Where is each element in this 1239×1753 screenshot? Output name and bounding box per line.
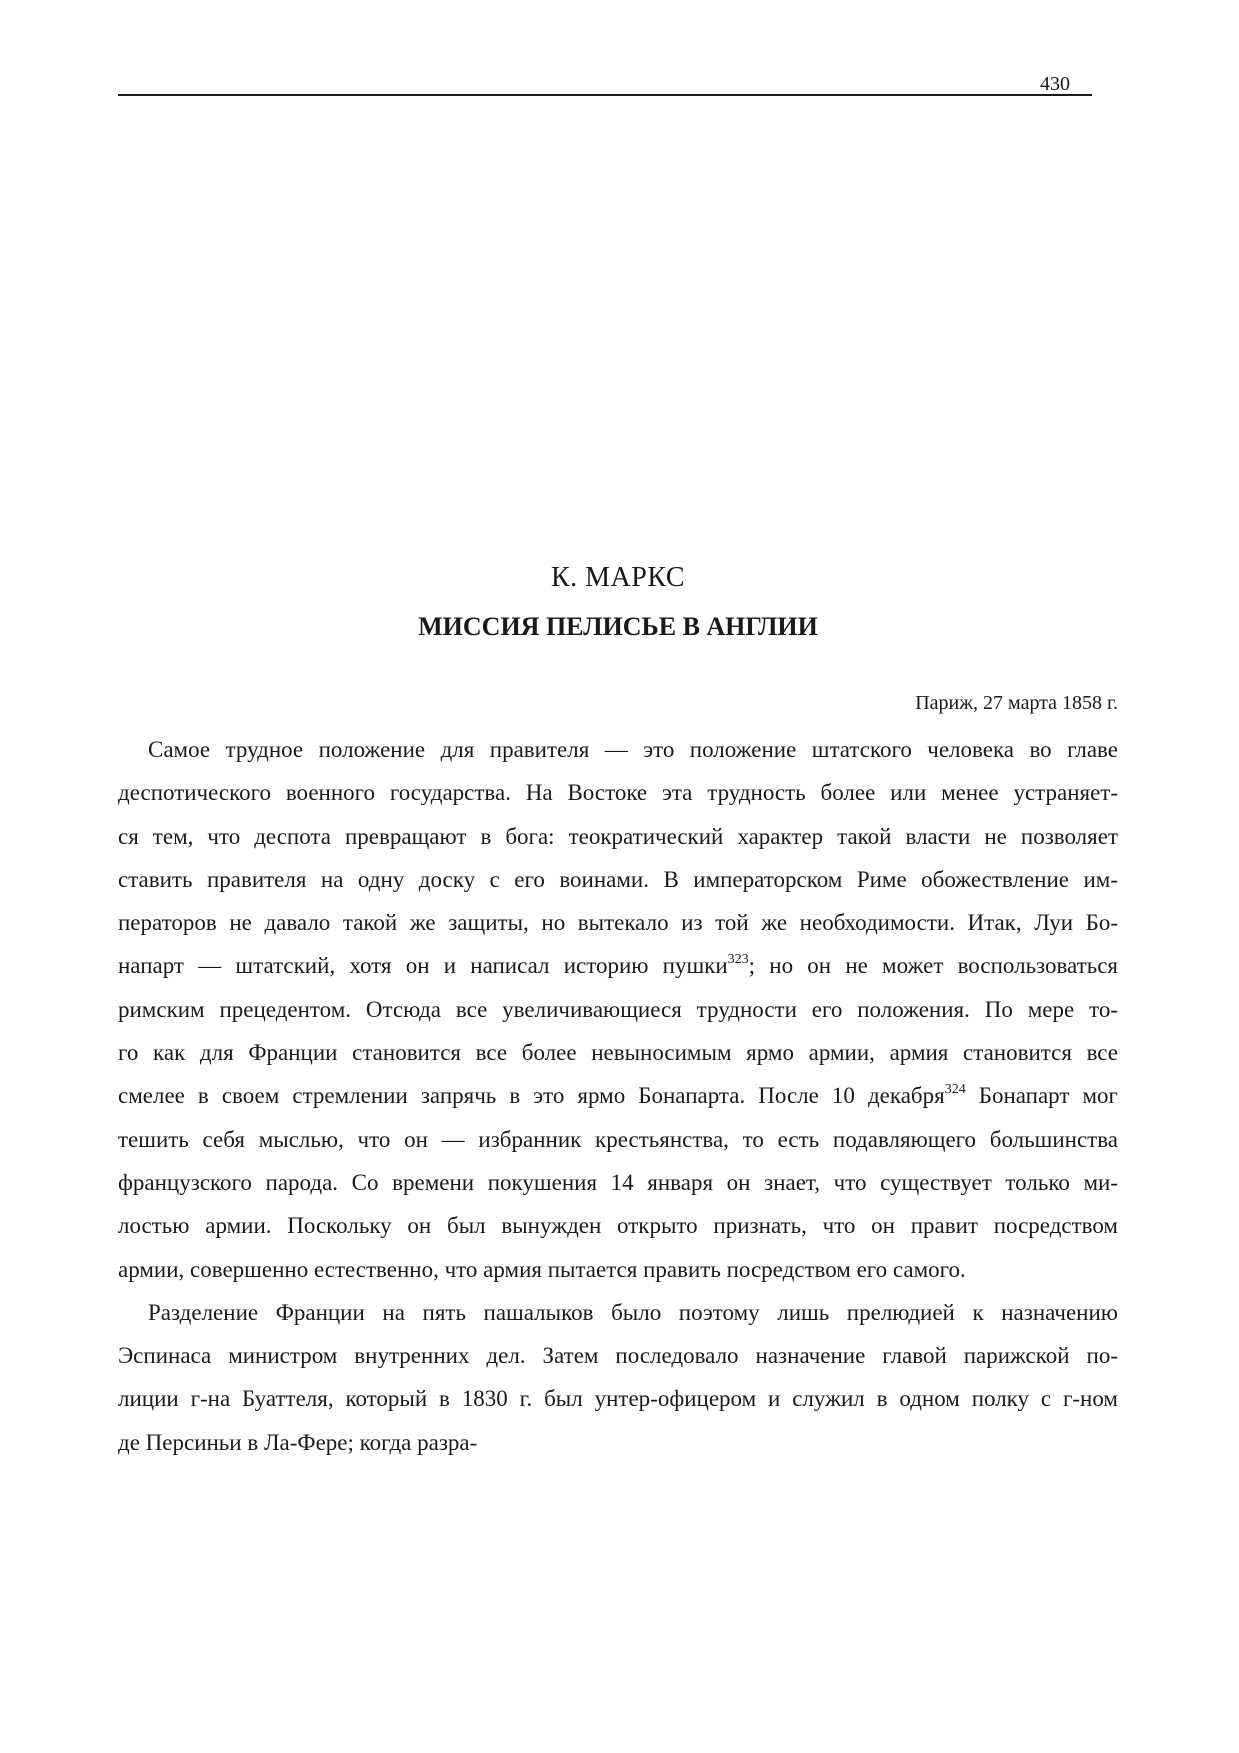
text-line: лиции г-на Буаттеля, который в 1830 г. был унтер-офицером и служил в одном полку с г-ном [118, 1386, 1118, 1412]
text-line: де Персиньи в Ла-Фере; когда разра- [118, 1429, 478, 1455]
text-line: французского парода. Со времени покушения 14 января он знает, что существует только ми- [118, 1169, 1118, 1195]
article-dateline: Париж, 27 марта 1858 г. [915, 692, 1118, 714]
text-line: армии, совершенно естественно, что армия пытается править посредством его самого. [118, 1256, 966, 1282]
text-line: тешить себя мыслью, что он — избранник крестьянства, то есть подавляющего большинства [118, 1126, 1118, 1152]
text-line: Эспинаса министром внутренних дел. Затем последовало назначение главой парижской по- [118, 1343, 1118, 1369]
article-title: МИССИЯ ПЕЛИСЬЕ В АНГЛИИ [418, 612, 818, 641]
text-line [118, 1074, 1118, 1117]
article-author: К. МАРКС [550, 562, 686, 593]
text-line: го как для Франции становится все более невыносимым ярмо армии, армия становится все [118, 1040, 1118, 1066]
text-line: ставить правителя на одну доску с его воинами. В императорском Риме обожествление им- [118, 866, 1118, 892]
text-line: Самое трудное положение для правителя — это положение штатского человека во главе [148, 737, 1118, 762]
text-line: Разделение Франции на пять пашалыков было поэтому лишь прелюдией к назначению [148, 1299, 1118, 1325]
text-line: лостью армии. Поскольку он был вынужден открыто признать, что он правит посредством [118, 1213, 1118, 1239]
text-line: римским прецедентом. Отсюда все увеличивающиеся трудности его положения. По мере то- [118, 996, 1118, 1022]
text-line: деспотического военного государства. На Востоке эта трудность более или менее устраняет- [118, 780, 1118, 806]
text-run: Бонапарт мог [965, 1083, 1118, 1109]
text-run: ; но он не может воспользоваться [748, 953, 1119, 979]
page-number: 430 [1040, 73, 1070, 95]
text-line: ператоров не давало такой же защиты, но вытекало из той же необходимости. Итак, Луи Бо- [118, 910, 1118, 936]
text-run: напарт — штатский, хотя он и написал историю пушки [118, 953, 728, 979]
text-run: смелее в своем стремлении запрячь в это ярмо Бонапарта. После 10 декабря [118, 1083, 945, 1109]
header-rule [118, 94, 1092, 96]
paragraph-1 [118, 728, 1118, 1291]
article-body [118, 728, 1118, 1464]
footnote-ref-324: 324 [944, 1081, 966, 1097]
text-line: ся тем, что деспота превращают в бога: теократический характер такой власти не позволяет [118, 823, 1118, 849]
paragraph-2 [118, 1291, 1118, 1464]
footnote-ref-323: 323 [727, 951, 749, 967]
text-line [118, 944, 1118, 987]
